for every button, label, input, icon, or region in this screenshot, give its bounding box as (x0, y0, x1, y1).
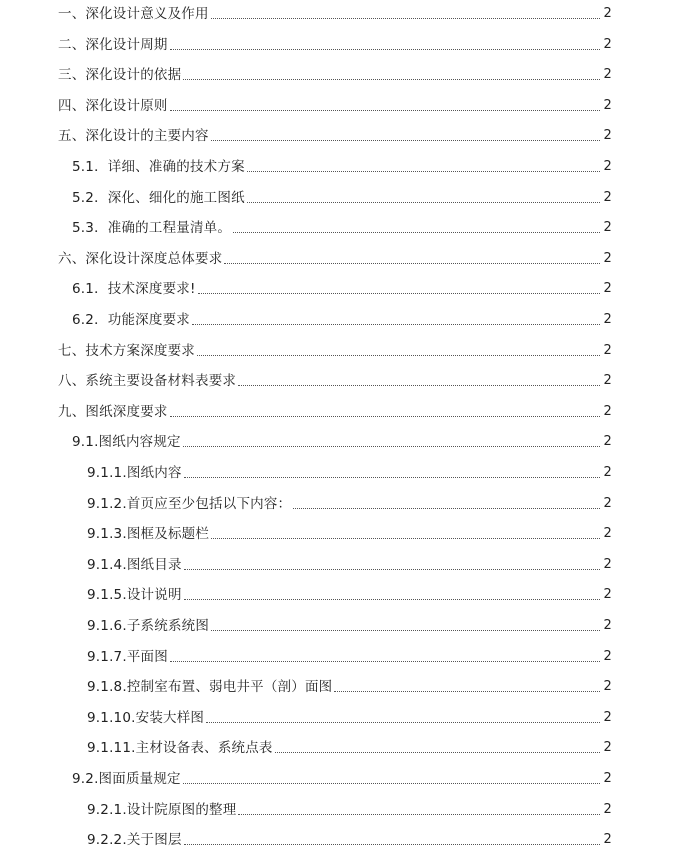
toc-entry[interactable] (87, 704, 612, 726)
toc-entry[interactable] (58, 367, 612, 389)
toc-entry-page-number: 2 (603, 189, 612, 205)
toc-entry-page-number: 2 (603, 495, 612, 511)
toc-entry-page-number: 2 (603, 465, 612, 480)
dot-leader (211, 629, 599, 631)
toc-entry[interactable] (72, 306, 612, 328)
toc-entry-label: 六、深化设计深度总体要求 (58, 250, 223, 267)
toc-entry-page-number: 2 (603, 832, 612, 848)
toc-entry[interactable] (72, 765, 612, 787)
dot-leader (206, 721, 599, 723)
dot-leader (184, 476, 600, 478)
dot-leader (197, 354, 600, 356)
toc-entry-page-number: 2 (603, 618, 612, 633)
toc-entry-label: 八、系统主要设备材料表要求 (58, 373, 237, 390)
toc-entry[interactable] (87, 796, 612, 818)
toc-entry-label: 9.1.10.安装大样图 (87, 709, 205, 726)
toc-entry[interactable] (58, 92, 612, 114)
toc-entry-label: 9.1.图纸内容规定 (72, 434, 181, 451)
toc-entry[interactable] (87, 520, 612, 542)
toc-entry[interactable] (72, 428, 612, 450)
dot-leader (224, 262, 599, 264)
toc-entry-page-number: 2 (603, 128, 612, 144)
toc-entry-page-number: 2 (603, 250, 612, 266)
dot-leader (184, 568, 600, 570)
toc-entry[interactable] (58, 398, 612, 420)
dot-leader (183, 445, 600, 447)
dot-leader (198, 292, 600, 294)
dot-leader (293, 507, 599, 509)
toc-entry-page-number: 2 (603, 526, 612, 542)
toc-entry-page-number: 2 (603, 556, 612, 572)
toc-entry-page-number: 2 (603, 709, 612, 725)
toc-entry-label: 6.1．技术深度要求! (72, 281, 196, 298)
toc-entry[interactable] (72, 153, 612, 175)
toc-entry[interactable] (58, 337, 612, 359)
toc-entry-page-number: 2 (603, 679, 612, 695)
toc-entry[interactable] (87, 612, 612, 634)
toc-entry-label: 二、深化设计周期 (58, 36, 168, 53)
toc-entry[interactable] (72, 275, 612, 297)
toc-entry[interactable] (58, 122, 612, 144)
dot-leader (170, 48, 600, 50)
dot-leader (247, 170, 600, 172)
toc-entry-page-number: 2 (603, 771, 612, 786)
toc-entry-label: 5.3．准确的工程量清单。 (72, 220, 232, 237)
toc-entry-label: 5.2．深化、细化的施工图纸 (72, 189, 245, 206)
toc-entry[interactable] (72, 184, 612, 206)
toc-entry-label: 五、深化设计的主要内容 (58, 128, 209, 145)
toc-entry-page-number: 2 (603, 648, 612, 664)
toc-entry[interactable] (87, 734, 612, 756)
dot-leader (192, 323, 600, 325)
toc-entry[interactable] (87, 673, 612, 695)
dot-leader (170, 660, 600, 662)
toc-entry-page-number: 2 (603, 97, 612, 113)
dot-leader (170, 415, 600, 417)
dot-leader (211, 139, 600, 141)
toc-entry-label: 6.2．功能深度要求 (72, 312, 190, 328)
toc-entry-label: 9.1.7.平面图 (87, 648, 168, 665)
dot-leader (184, 843, 600, 845)
toc-entry-label: 9.1.1.图纸内容 (87, 465, 182, 481)
dot-leader (211, 537, 599, 539)
toc-entry-page-number: 2 (603, 159, 612, 174)
toc-entry-page-number: 2 (603, 67, 612, 83)
toc-entry-label: 5.1．详细、准确的技术方案 (72, 159, 245, 175)
toc-entry-page-number: 2 (603, 740, 612, 756)
toc-entry-page-number: 2 (603, 801, 612, 817)
toc-entry-label: 9.1.6.子系统系统图 (87, 618, 210, 634)
toc-entry-page-number: 2 (603, 6, 612, 21)
toc-entry-label: 九、图纸深度要求 (58, 403, 168, 420)
toc-entry-page-number: 2 (603, 36, 612, 52)
toc-entry-label: 9.1.4.图纸目录 (87, 556, 182, 573)
toc-entry[interactable] (87, 581, 612, 603)
toc-entry[interactable] (87, 459, 612, 481)
toc-entry[interactable] (58, 61, 612, 83)
dot-leader (233, 231, 599, 233)
toc-entry-label: 9.2.2.关于图层 (87, 832, 182, 849)
dot-leader (184, 598, 600, 600)
toc-entry-label: 9.1.8.控制室布置、弱电井平（剖）面图 (87, 679, 333, 696)
toc-entry-label: 三、深化设计的依据 (58, 67, 182, 84)
toc-entry[interactable] (72, 214, 612, 236)
dot-leader (275, 751, 600, 753)
toc-entry[interactable] (87, 826, 612, 848)
toc-entry[interactable] (58, 245, 612, 267)
toc-entry-page-number: 2 (603, 220, 612, 236)
dot-leader (211, 17, 600, 19)
dot-leader (170, 109, 600, 111)
toc-entry-label: 七、技术方案深度要求 (58, 342, 195, 359)
toc-entry-label: 一、深化设计意义及作用 (58, 6, 209, 22)
dot-leader (238, 384, 599, 386)
toc-entry[interactable] (87, 643, 612, 665)
toc-entry-label: 9.2.1.设计院原图的整理 (87, 801, 237, 818)
toc-entry-page-number: 2 (603, 587, 612, 603)
dot-leader (183, 782, 600, 784)
toc-entry-page-number: 2 (603, 312, 612, 327)
toc-entry[interactable] (87, 490, 612, 512)
toc-entry-label: 9.2.图面质量规定 (72, 771, 181, 787)
toc-entry-label: 9.1.5.设计说明 (87, 587, 182, 604)
dot-leader (183, 78, 599, 80)
toc-entry-page-number: 2 (603, 342, 612, 358)
toc-entry-label: 四、深化设计原则 (58, 97, 168, 114)
toc-entry-page-number: 2 (603, 373, 612, 389)
toc-entry-page-number: 2 (603, 281, 612, 297)
toc-entry-label: 9.1.2.首页应至少包括以下内容： (87, 495, 292, 512)
toc-entry-page-number: 2 (603, 403, 612, 419)
dot-leader (334, 690, 599, 692)
toc-entry[interactable] (58, 0, 612, 22)
toc-entry-label: 9.1.11.主材设备表、系统点表 (87, 740, 273, 757)
dot-leader (238, 813, 599, 815)
toc-entry-label: 9.1.3.图框及标题栏 (87, 526, 210, 543)
dot-leader (247, 201, 600, 203)
toc-entry-page-number: 2 (603, 434, 612, 450)
toc-entry[interactable] (87, 551, 612, 573)
toc-entry[interactable] (58, 31, 612, 53)
